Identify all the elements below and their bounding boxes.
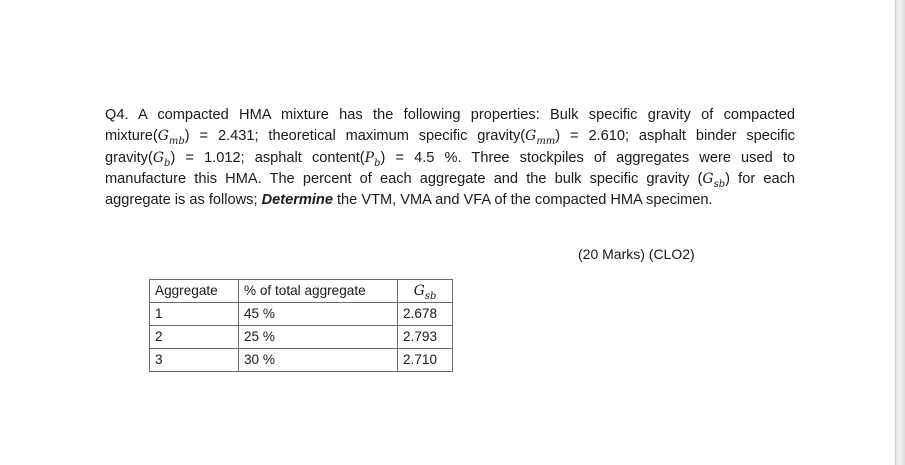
question-text-part: ) = 2.610; asphalt binder specific gravity( (105, 128, 795, 166)
question-text-part: ) = 2.431; theoretical maximum specific gravity( (184, 128, 526, 145)
question-number: Q4. (105, 107, 129, 123)
cell-aggregate: 3 (150, 349, 239, 372)
symbol-gmm: $G_{mm}$ (525, 128, 556, 148)
symbol-gsb: $G_{sb}$ (702, 170, 726, 190)
header-gsb: $G_{sb}$ (398, 280, 453, 303)
table-header-row (150, 280, 453, 303)
cell-gsb: 2.678 (398, 303, 453, 326)
cell-gsb: 2.710 (398, 349, 453, 372)
cell-percent: 45 % (239, 303, 398, 326)
question-text-part: the VTM, VMA and VFA of the compacted HMA specimen. (332, 192, 713, 209)
question-text (105, 105, 795, 211)
header-percent: % of total aggregate (239, 280, 398, 303)
determine-emphasis: Determine (261, 192, 333, 209)
question-text-part: ) for each aggregate is as follows; (105, 170, 795, 209)
right-edge-border (895, 0, 905, 465)
cell-gsb: 2.793 (398, 326, 453, 349)
aggregate-table (149, 279, 453, 372)
question-text-part: ) = 4.5 %. Three stockpiles of aggregates were used to manufacture this HMA. The percent of each aggregate and the bulk specific gravity ( (105, 149, 795, 187)
symbol-pb: $P_b$ (364, 149, 381, 169)
cell-percent: 25 % (239, 326, 398, 349)
cell-aggregate: 1 (150, 303, 239, 326)
table-row (150, 349, 453, 372)
cell-aggregate: 2 (150, 326, 239, 349)
question-text-part: A compacted HMA mixture has the following properties: Bulk specific gravity of compacted mixture( (105, 107, 795, 145)
marks-label: (20 Marks) (CLO2) (578, 246, 695, 262)
symbol-gmb: $G_{mb}$ (157, 128, 185, 148)
cell-percent: 30 % (239, 349, 398, 372)
table-row (150, 303, 453, 326)
symbol-gb: $G_b$ (152, 149, 171, 169)
header-aggregate: Aggregate (150, 280, 239, 303)
question-text-part: ) = 1.012; asphalt content( (170, 149, 365, 166)
table-row (150, 326, 453, 349)
